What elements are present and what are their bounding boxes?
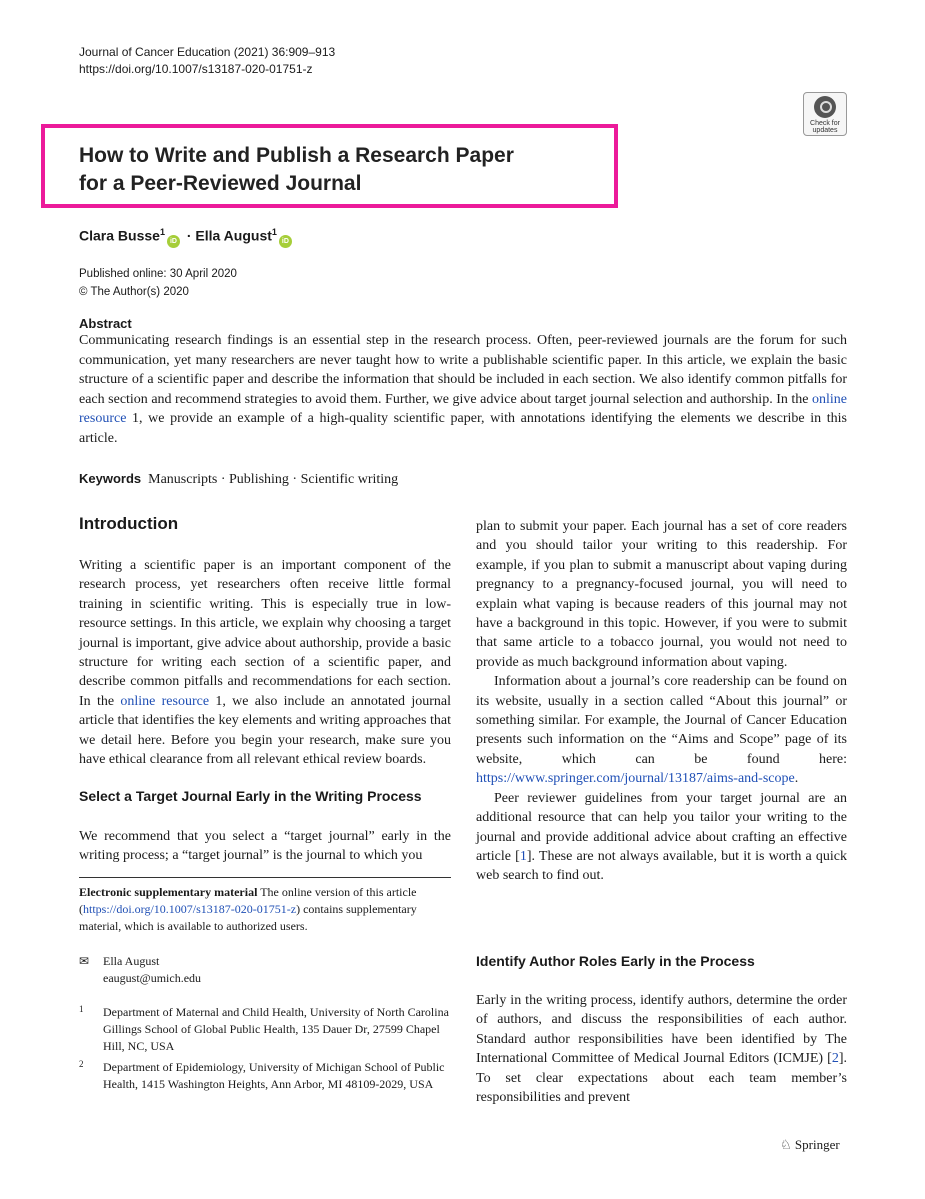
section-heading-introduction: Introduction: [79, 514, 179, 533]
corresponding-name: Ella August: [103, 954, 160, 968]
intro-text-part: Writing a scientific paper is an important component of the research process, yet researchers often receive little formal training in scientific writing. This is especially true in low-resource settings. In this article, we explain why choosing a target journal is important, give advice about authorship, provide a basic structure for writing each section of a scientific paper, and describe common pitfalls and recommendations for each section. In the: [79, 558, 451, 709]
paragraph: [476, 672, 847, 788]
author-name[interactable]: Clara Busse: [79, 227, 160, 244]
section-heading-author-roles: Identify Author Roles Early in the Process: [476, 953, 755, 969]
journal-citation: Journal of Cancer Education (2021) 36:909–913: [79, 45, 336, 59]
orcid-icon[interactable]: iD: [279, 235, 292, 248]
target-journal-paragraph: We recommend that you select a “target journal” early in the writing process; a “target journal” is the journal to which you: [79, 829, 451, 864]
esm-doi-link[interactable]: https://doi.org/10.1007/s13187-020-01751-z: [83, 902, 297, 916]
right-column-text: [476, 517, 847, 886]
footnote-divider: [79, 877, 451, 878]
affiliation-marker: 1: [159, 227, 165, 237]
intro-text-part: 1, we also include an annotated journal article that identifies the key elements and writing approaches that we detail here. Before you begin your research, make sure you have ethical clearance from all relevant ethical review boards.: [79, 693, 451, 768]
author-separator: ·: [182, 227, 196, 244]
paragraph: [476, 789, 847, 886]
check-for-updates-label: Check for updates: [810, 120, 840, 134]
published-date: Published online: 30 April 2020: [79, 268, 237, 280]
esm-text: ) contains supplementary material, which is available to authorized users.: [79, 902, 417, 933]
affiliation-1: [79, 1004, 451, 1055]
orcid-icon[interactable]: iD: [167, 235, 180, 248]
keywords: [79, 469, 398, 490]
paragraph-text: Information about a journal’s core readership can be found on its website, usually in a section called “About this journal” or something similar. For example, the Journal of Cancer Education presents such information on the “Aims and Scope” page of its website, which can be found here:: [476, 674, 847, 767]
abstract-text-part: 1, we provide an example of a high-quality scientific paper, with annotations identifying the elements we describe in this article.: [79, 411, 847, 446]
author-roles-paragraph: [476, 991, 847, 1107]
title-line-2: for a Peer-Reviewed Journal: [79, 172, 362, 195]
esm-label: Electronic supplementary material: [79, 885, 258, 899]
paragraph-text: ]. These are not always available, but it is worth a quick web search to find out.: [476, 848, 848, 884]
online-resource-link[interactable]: online resource: [79, 391, 847, 426]
copyright-notice: © The Author(s) 2020: [79, 286, 189, 298]
affiliation-text: Department of Maternal and Child Health, University of North Carolina Gillings School of Global Public Health, 135 Dauer Dr, 27599 Chapel Hill, NC, USA: [103, 1005, 449, 1053]
corresponding-email[interactable]: eaugust@umich.edu: [103, 971, 202, 985]
publisher-name: Springer: [794, 1137, 840, 1152]
author-list: [79, 222, 295, 248]
crossmark-icon: [814, 96, 836, 118]
esm-text: The online version of this article (: [79, 885, 417, 916]
doi-link[interactable]: https://doi.org/10.1007/s13187-020-01751-z: [79, 62, 313, 76]
reference-link[interactable]: 1: [519, 848, 527, 864]
supplementary-material-note: [79, 884, 451, 935]
reference-link[interactable]: 2: [831, 1051, 839, 1067]
author-name[interactable]: Ella August: [195, 227, 272, 244]
affiliation-text: Department of Epidemiology, University of Michigan School of Public Health, 1415 Washington Heights, Ann Arbor, MI 48109-2029, USA: [103, 1060, 445, 1091]
envelope-icon: ✉: [79, 954, 90, 968]
affiliation-number: 1: [79, 1004, 84, 1014]
keywords-text: Manuscripts · Publishing · Scientific writing: [148, 472, 399, 487]
keywords-label: Keywords: [79, 471, 142, 486]
affiliation-marker: 1: [271, 227, 277, 237]
paragraph: plan to submit your paper. Each journal has a set of core readers and you should tailor your writing to this readership. For example, if you plan to submit a manuscript about vaping during pregnancy to a pregnancy-focused journal, you will need to explain what vaping is because readers of this journal may not have a background in this topic. However, if you were to submit that same article to a tobacco journal, you would not need to provide as much background information about vaping.: [476, 519, 847, 670]
abstract-text-part: Communicating research findings is an essential step in the research process. Often, peer-reviewed journals are the forum for such communication, yet many researchers are never taught how to write a publishable scientific paper. In this article, we explain the basic structure of a scientific paper and describe the information that should be included in each section. We also identify common pitfalls for each section and recommend strategies to avoid them. Further, we give advice about target journal selection and authorship. In the: [79, 333, 847, 407]
aims-scope-link[interactable]: https://www.springer.com/journal/13187/aims-and-scope: [476, 771, 795, 787]
affiliation-number: 2: [79, 1059, 84, 1069]
paragraph-text: ]. To set clear expectations about each team member’s responsibilities and prevent: [476, 1051, 847, 1106]
paragraph-text: Early in the writing process, identify authors, determine the order of authors, and discuss the responsibilities of each author. Standard author responsibilities have been identified by The International Committee of Medical Journal Editors (ICMJE) [: [476, 993, 847, 1067]
publisher-logo: [780, 1137, 840, 1153]
paragraph-text: .: [794, 771, 799, 787]
online-resource-link[interactable]: online resource: [120, 693, 210, 709]
abstract-text: [79, 331, 847, 448]
intro-paragraph: [79, 556, 451, 769]
corresponding-author: [79, 953, 201, 987]
section-heading-target-journal: Select a Target Journal Early in the Writing Process: [79, 788, 422, 804]
check-for-updates-badge[interactable]: [803, 92, 847, 136]
title-line-1: How to Write and Publish a Research Paper: [79, 144, 514, 167]
paper-title: [79, 142, 599, 198]
springer-horse-icon: ♘: [780, 1137, 792, 1152]
paragraph-text: Peer reviewer guidelines from your target journal are an additional resource that can help you tailor your writing to the journal and provide additional advice about crafting an effective article [: [476, 790, 847, 864]
affiliation-2: [79, 1059, 451, 1093]
abstract-heading: Abstract: [79, 316, 132, 331]
